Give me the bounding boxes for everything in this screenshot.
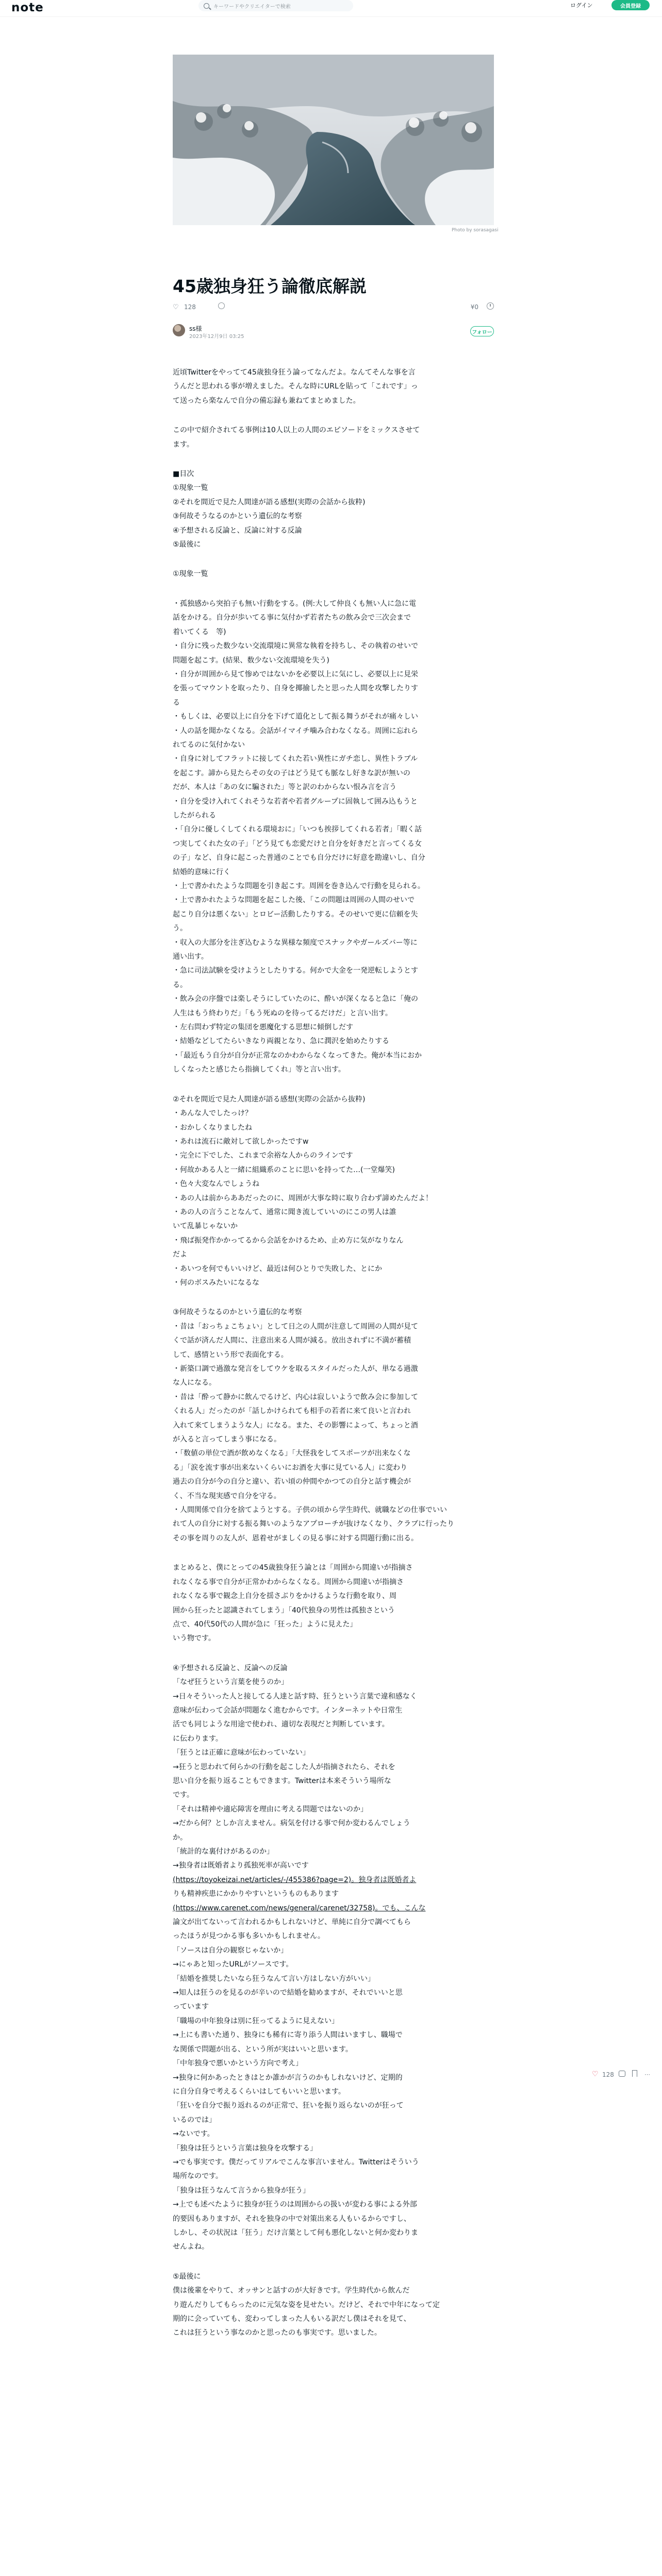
article-line: ③何故そうなるのかという遺伝的な考察 [173, 1308, 302, 1317]
article-line: ・自身に対してフラットに接してくれた若い異性にガチ恋し、異性トラブル [173, 755, 418, 764]
photo-credit: Photo by sorasagasi [452, 228, 499, 233]
article-line: っています [173, 2003, 209, 2011]
article-line: く、不当な現実感で自分を守る。 [173, 1492, 281, 1500]
article-line: →でも事実です。僕だってリアルでこんな事言いません。Twitterはそういう [173, 2158, 419, 2166]
snowy-river-photo [173, 55, 494, 225]
article-line: れなくなる事で観念上自分を揺さぶりをかけるような行動を取り、周 [173, 1592, 396, 1601]
article-line: な人になる。 [173, 1379, 216, 1387]
article-line: れなくなる事で自分が正常かわからなくなる。周囲から間違いが指摘さ [173, 1578, 404, 1586]
article-line: うんだと思われる事が増えました。そんな時にURLを貼って「これです」っ [173, 382, 418, 391]
article-line: ・上で書かれたような問題を起こした後、「この問題は周囲の人間のせいで [173, 896, 415, 905]
article-paragraph [173, 366, 494, 408]
article-line: を張ってマウントを取ったり、自身を揶揄したと思った人間を攻撃したりす [173, 684, 418, 693]
article-line: 「独身は狂うという言葉は独身を攻撃する」 [173, 2144, 317, 2153]
article-line: 話をかける。自分が歩いてる事に気付かず若者たちの飲み会で三次会まで [173, 614, 411, 622]
article-line: いう物です。 [173, 1634, 216, 1643]
article-line: だよ [173, 1250, 187, 1259]
article-line: ・あの人は前からああだったのに、周囲が大事な時に取り合わず諦めたんだよ！ [173, 1194, 433, 1202]
article-line: 「独身は狂うなんて言うから独身が狂う」 [173, 2186, 310, 2195]
article-line: 「なぜ狂うという言葉を使うのか」 [173, 1678, 288, 1687]
article-line: ます。 [173, 440, 194, 449]
article-line: →上にも書いた通り、独身にも稀有に寄り添う人間はいますし、職場で [173, 2031, 403, 2040]
article-paragraph [173, 467, 494, 552]
article-paragraph [173, 1093, 494, 1291]
article-line: 起こり自分は悪くない」とロビー活動したりする。そのせいで更に信頼を失 [173, 910, 418, 919]
article-line: を起こす。諦から見たらその女の子はどう見ても脈なし好きな訳が無いの [173, 769, 410, 777]
quote-icon[interactable] [218, 302, 225, 309]
floating-like-count: 128 [602, 2071, 614, 2078]
article-line: ①現象一覧 [173, 570, 208, 579]
article-paragraph [173, 1306, 494, 1546]
article-line: いるのでは」 [173, 2115, 216, 2124]
article-line: ・何故かある人と一緒に組織系のことに思いを持ってた…(一堂爆笑) [173, 1165, 395, 1174]
article-line: 場所なのです。 [173, 2172, 223, 2181]
article-line: ・人の話を聞かなくなる。会話がイマイチ噛み合わなくなる。周囲に忘れら [173, 726, 418, 735]
article-line: が入ると言ってしまう事になる。 [173, 1435, 281, 1444]
article-line: ・新築口調で過激な発言をしてウケを取るスタイルだった人が、単なる過激 [173, 1365, 418, 1373]
author-row [173, 324, 494, 340]
article-line: ・左右問わず特定の集団を悪魔化する思想に傾倒しだす [173, 1023, 353, 1032]
article-paragraph [173, 2270, 494, 2341]
article-line: つ実してくれた女の子」「どう見ても恋愛だけと自分を好きだと言ってくる女 [173, 839, 422, 848]
article-line: れてるのに気付かない [173, 740, 245, 749]
search-placeholder: キーワードやクリエイターで検索 [213, 4, 291, 10]
article-line: 「ソースは自分の観察じゃないか」 [173, 1946, 288, 1955]
article-line: る。 [173, 980, 187, 989]
article-line: 入れて来てしまうような人」になる。また、その影響によって、ちょっと酒 [173, 1421, 418, 1430]
article-line: 「中年独身で悪いかという方向で考え」 [173, 2059, 303, 2068]
article-line: ②それを間近で見た人間達が語る感想(実際の会話から抜粋) [173, 1095, 366, 1104]
article-line: に自分自身で考えるくらいはしてもいいと思います。 [173, 2087, 345, 2096]
article-link-line[interactable]: (https://toyokeizai.net/articles/-/455386?page=2)。独身者は既婚者よ [173, 1875, 417, 1884]
article-line: →独身者は既婚者より孤独死率が高いです [173, 1861, 309, 1870]
article-line: 「狂いを自分で振り返れるのが正常で、狂いを振り返らないのが狂って [173, 2102, 404, 2110]
article-line: ・自分に残った数少ない交流環境に異常な執着を持ちし、その執着のせいで [173, 642, 418, 651]
article-line: →狂うと思われて何らかの行動を起こした人が指摘されたら、それを [173, 1762, 395, 1771]
article-line: 的要因もありますが、それを独身の中で対策出来る人もいるからですし、 [173, 2214, 411, 2223]
clock-icon [487, 302, 494, 310]
article-line: ・あいつを何でもいいけど、最近は何ひとりで失敗した、とにか [173, 1264, 382, 1273]
article-line: ・孤独感から突拍子も無い行動をする。(例:大して仲良くも無い人に急に電 [173, 599, 417, 608]
article-line: 意味が伝わって会話が問題なく進むからです。インターネットや日常生 [173, 1706, 403, 1715]
article-line: ・何のボスみたいになるな [173, 1278, 259, 1287]
article-meta [173, 302, 494, 313]
article-line: →にゃあと知ったURLがソースです。 [173, 1960, 293, 1969]
article-line: 「結婚を推奨したいなら狂うなんて言い方はしない方がいい」 [173, 1974, 375, 1983]
login-link[interactable]: ログイン [570, 2, 593, 9]
article-line: です。 [173, 1791, 194, 1800]
article-body [173, 366, 494, 2356]
article-paragraph [173, 567, 494, 581]
article-line: ったほうが見つかる事も多いかもしれません。 [173, 1932, 325, 1941]
article-line: 期的に会っていても、変わってしまった人もいる訳だし僕はそれを見て、 [173, 2315, 411, 2323]
article-line: 僕は後輩をやりて、オッサンと話すのが大好きです。学生時代から飲んだ [173, 2286, 410, 2295]
article-line: ■目次 [173, 470, 194, 479]
article-line: 過去の自分が今の自分と違い、若い頃の仲間やかつての自分と話す機会が [173, 1478, 411, 1486]
article-line: まとめると、僕にとっての45歳独身狂う論とは「周囲から間違いが指摘さ [173, 1564, 413, 1572]
article-line: ⑤最後に [173, 540, 201, 549]
article-line: ・上で書かれたような問題を引き起こす。周囲を巻き込んで行動を見られる。 [173, 882, 425, 890]
article-line: くで話が済んだ人間に、注意出来る人間が減る。放出されずに不満が蓄積 [173, 1336, 411, 1345]
author-name[interactable]: ss様 [189, 325, 202, 332]
site-header [0, 0, 662, 17]
article-line: ・自分が周囲から見て惨めではないかを必要以上に気にし、必要以上に見栄 [173, 670, 418, 679]
article-line: 「統計的な裏付けがあるのか」 [173, 1848, 274, 1856]
article-line: 「狂うとは正確に意味が伝わっていない」 [173, 1749, 310, 1757]
floating-actions [592, 2070, 654, 2080]
article-line: ・色々大変なんでしょうね [173, 1180, 259, 1189]
article-line: な関係で問題が出る、という所が実はいいと思います。 [173, 2045, 353, 2054]
article-line: →独身に何かあったときはとか誰かが言うのかもしれないけど、定期的 [173, 2073, 403, 2082]
article-line: 点で、40代50代の人間が急に「狂った」ように見えた」 [173, 1620, 357, 1629]
comment-icon[interactable] [619, 2071, 625, 2077]
article-line: て送ったら楽なんで自分の備忘録も兼ねてまとめました。 [173, 396, 360, 405]
article-line: ・「自分に優しくしてくれる環境おに」「いつも挨拶してくれる若者」「暇く話 [173, 825, 422, 834]
article-line: その事を周りの友人が、恩着せがましくの見る事に対する問題行動に出る。 [173, 1534, 418, 1543]
post-date: 2023年12月9日 03:25 [189, 334, 244, 340]
article-line: だが、本人は「あの女に騙された」等と訳のわからない恨み言を言う [173, 783, 396, 792]
article-line: →ないです。 [173, 2130, 214, 2139]
article-line: ・おかしくなりましたね [173, 1123, 252, 1132]
article-line: に伝わります。 [173, 1734, 223, 1743]
article-line: せんよね。 [173, 2243, 209, 2251]
article-line: ・収入の大部分を注ぎ込むような異様な頻度でスナックやガールズバー等に [173, 938, 418, 947]
hero-image [173, 55, 494, 225]
article-line: か。 [173, 1833, 187, 1842]
article-line: 通い出す。 [173, 953, 208, 961]
article-line: しくなったと感じたら指摘してくれ」等と言い出す。 [173, 1065, 345, 1074]
article-paragraph [173, 423, 494, 452]
article-line: 「職場の中年独身は別に狂ってるように見えない」 [173, 2016, 339, 2025]
article-line: この中で紹介されてる事例は10人以上の人間のエピソードをミックスさせて [173, 426, 420, 435]
article-line: 近頃Twitterをやってて45歳独身狂う論ってなんだよ。なんてそんな事を言 [173, 368, 416, 377]
article-line: ・あの人の言うことなんて、通常に聞き流していいのにこの男人は誰 [173, 1208, 396, 1216]
article-line: 論文が出てないって言われるかもしれないけど、単純に自分で調べてもら [173, 1918, 411, 1927]
article-line: りも精神疾患にかかりやすいというものもあります [173, 1890, 339, 1899]
article-line: これは狂うという事なのかと思ったのも事実です。思いました。 [173, 2329, 382, 2337]
article-line: ①現象一覧 [173, 484, 208, 493]
heart-icon[interactable]: ♡ [173, 303, 179, 311]
article-line: ④予想される反論と、反論に対する反論 [173, 526, 302, 535]
article-line: ・飲み会の序盤では楽しそうにしていたのに、酔いが深くなると急に「俺の [173, 995, 418, 1004]
article-line: ②それを間近で見た人間達が語る感想(実際の会話から抜粋) [173, 498, 366, 506]
article-line: ・人間関係で自分を捨てようとする。子供の頃から学生時代、就職などの仕事でいい [173, 1506, 447, 1515]
article-line: しかし、その状況は「狂う」だけ言葉として何も悪化しないと何か変わりま [173, 2228, 418, 2237]
article-line: り遊んだりしてもらったのに元気な姿を見せたい。だけど、それで中年になって定 [173, 2300, 440, 2309]
article-line: う。 [173, 924, 187, 933]
article-line: る」「涙を流す事が出来ないくらいにお酒を大事に見ている人」に変わり [173, 1463, 407, 1472]
follow-button[interactable]: フォロー [470, 326, 494, 336]
article-line: 人生はもう終わりだ」「もう死ぬのを待ってるだけだ」と言い出す。 [173, 1009, 392, 1018]
article-line: 結婚的意味に行く [173, 868, 230, 876]
article-line: →知人は狂うのを見るのが辛いので結婚を勧めますが、それでいいと思 [173, 1989, 403, 1997]
article-line: →上でも述べたように独身が狂うのは周囲からの扱いが変わる事による外部 [173, 2200, 417, 2209]
article-line: →日々そういった人と接してる人達と話す時、狂うという言葉で違和感なく [173, 1692, 417, 1701]
article-line: ・結婚などしてたらいきなり両親となり、急に潤沢を始めたりする [173, 1037, 389, 1046]
article-line: して、感情という形で表面化する。 [173, 1350, 288, 1359]
article-link-line[interactable]: (https://www.carenet.com/news/general/carenet/32758)。でも、こんな [173, 1904, 426, 1912]
article-line: 着いてくる 等) [173, 628, 226, 636]
article-paragraph [173, 597, 494, 1077]
article-line: る [173, 698, 180, 707]
article-line: ・昔は「酔って静かに飲んでるけど、内心は寂しいようで飲み会に参加して [173, 1393, 418, 1401]
like-heart-icon[interactable]: ♡ [592, 2070, 599, 2078]
article-line: ・自分を受け入れてくれそうな若者や若者グループに固執して囲み込もうと [173, 797, 418, 806]
article-line: いて乱暴じゃないか [173, 1222, 238, 1231]
article-line: ⑤最後に [173, 2272, 201, 2281]
article-line: ・「最近もう自分が自分が正常なのかわからなくなってきた。俺が本当におか [173, 1051, 422, 1060]
article-line: ・飛ば振発作かかってるから会話をかけるため、止め方に気がなりなん [173, 1236, 404, 1245]
article-line: 活でも同じような用途で使われ、適切な表現だと判断しています。 [173, 1720, 389, 1729]
article-price: ¥0 [470, 303, 478, 311]
article-line: したがられる [173, 811, 216, 820]
like-count: 128 [184, 303, 196, 311]
article-line: ・「数値の単位で酒が飲めなくなる」「大怪我をしてスポーツが出来なくな [173, 1449, 411, 1458]
article-line: ・昔は「おっちょこちょい」として日之の人間が注意して周囲の人間が見て [173, 1322, 418, 1331]
article-line: 問題を起こす。(結果、数少ない交流環境を失う) [173, 656, 329, 665]
article-line: の子」など、自身に起こった普通のことでも自分だけに好意を勘違いし、自分 [173, 854, 425, 862]
article-line: くれる人」だったのが「話しかけられても相手の若者に来て良いと言われ [173, 1407, 411, 1416]
note-logo[interactable]: note [11, 1, 44, 14]
article-paragraph [173, 1561, 494, 1646]
article-line: ・あれは流石に敵対して欲しかったですw [173, 1137, 309, 1146]
article-line: れて人の自分に対する振る舞いのようなアプローチが抜けなくなり、クラブに行ったり [173, 1520, 454, 1529]
article-line: ・もしくは、必要以上に自分を下げて道化として振る舞うがそれが痛々しい [173, 713, 418, 721]
article-line: ・あんな人でしたっけ？ [173, 1109, 252, 1118]
article-line: ④予想される反論と、反論への反論 [173, 1664, 288, 1672]
article-line: 「それは精神や適応障害を理由に考える問題ではないのか」 [173, 1805, 368, 1814]
more-icon[interactable]: ⋯ [644, 2071, 650, 2078]
article-paragraph [173, 1662, 494, 2255]
bookmark-icon[interactable] [632, 2070, 637, 2077]
article-line: ③何故そうなるのかという遺伝的な考察 [173, 512, 302, 521]
signup-button[interactable]: 会員登録 [611, 0, 650, 10]
article-title: 45歳独身狂う論徹底解説 [173, 276, 367, 296]
article-line: ・完全に下でした、これまで余裕な人からのラインです [173, 1151, 353, 1160]
article-line: ・急に司法試験を受けようとしたりする。何かで大金を一発逆転しようとす [173, 967, 418, 975]
article-line: →だから何？としか言えません。病気を付ける事で何か変わるんでしょう [173, 1819, 410, 1828]
article-line: 思い自分を振り返ることもできます。Twitterは本来そういう場所な [173, 1776, 391, 1785]
author-avatar[interactable] [173, 324, 185, 336]
article-line: 囲から狂ったと認識されてしまう」「40代独身の男性は孤独さという [173, 1606, 395, 1615]
search-icon [204, 3, 209, 9]
search-bar[interactable] [198, 0, 353, 11]
